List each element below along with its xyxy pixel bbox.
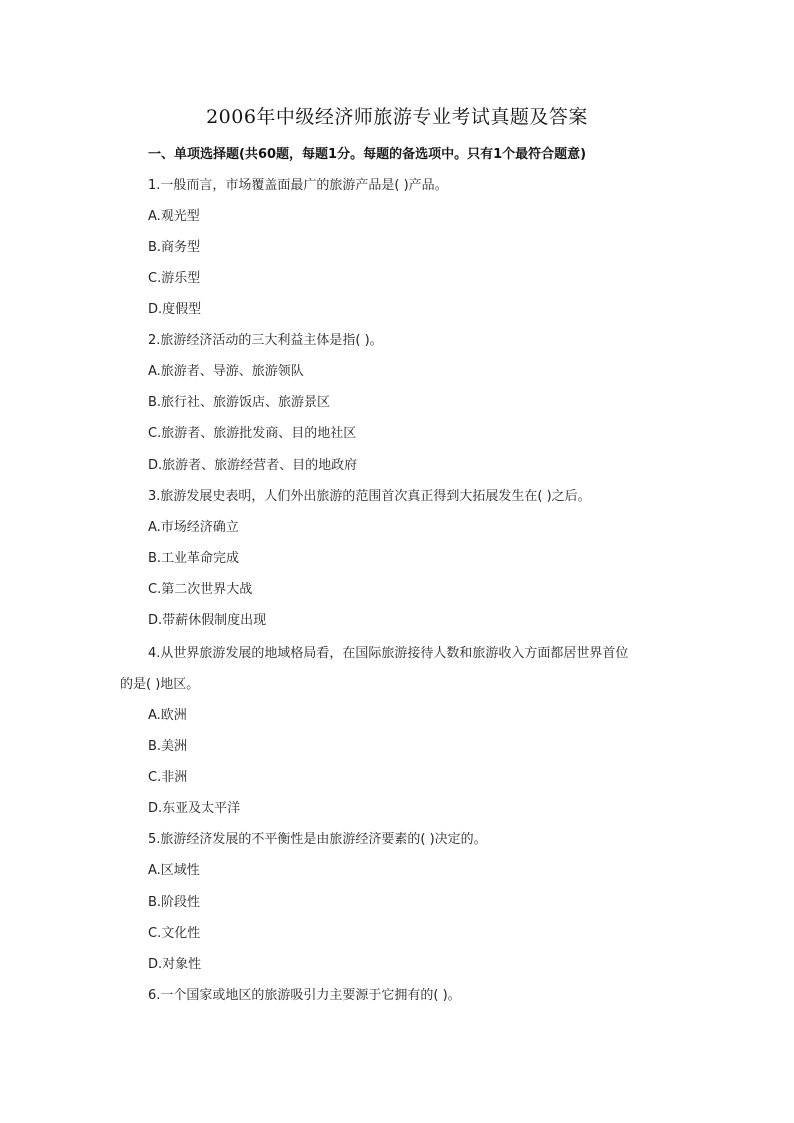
question-4-option-a: A.欧洲 [148, 708, 187, 723]
question-4-stem-continued: 的是( )地区。 [120, 677, 200, 692]
question-3-option-b: B.工业革命完成 [148, 551, 240, 566]
question-2-option-b: B.旅行社、旅游饭店、旅游景区 [148, 395, 331, 410]
question-1-stem: 1.一般而言，市场覆盖面最广的旅游产品是( )产品。 [148, 178, 448, 193]
question-5-option-c: C.文化性 [148, 926, 201, 941]
question-1-option-a: A.观光型 [148, 209, 200, 224]
question-2-stem: 2.旅游经济活动的三大利益主体是指( )。 [148, 333, 383, 348]
question-5-option-b: B.阶段性 [148, 895, 201, 910]
section-heading: 一、单项选择题(共60题，每题1分。每题的备选项中。只有1个最符合题意) [148, 147, 587, 162]
question-6-stem: 6.一个国家或地区的旅游吸引力主要源于它拥有的( )。 [148, 988, 461, 1003]
question-4-option-b: B.美洲 [148, 739, 188, 754]
question-2-option-c: C.旅游者、旅游批发商、目的地社区 [148, 426, 357, 441]
question-2-option-a: A.旅游者、导游、旅游领队 [148, 364, 304, 379]
question-4-option-c: C.非洲 [148, 770, 188, 785]
question-3-option-d: D.带薪休假制度出现 [148, 613, 267, 628]
question-5-option-d: D.对象性 [148, 957, 202, 972]
question-4-option-d: D.东亚及太平洋 [148, 801, 241, 816]
question-1-option-c: C.游乐型 [148, 271, 201, 286]
question-5-stem: 5.旅游经济发展的不平衡性是由旅游经济要素的( )决定的。 [148, 832, 487, 847]
document-title: 2006年中级经济师旅游专业考试真题及答案 [206, 106, 588, 128]
question-3-option-a: A.市场经济确立 [148, 520, 239, 535]
question-1-option-d: D.度假型 [148, 302, 202, 317]
question-3-stem: 3.旅游发展史表明，人们外出旅游的范围首次真正得到大拓展发生在( )之后。 [148, 489, 591, 504]
question-2-option-d: D.旅游者、旅游经营者、目的地政府 [148, 458, 358, 473]
question-5-option-a: A.区域性 [148, 863, 200, 878]
question-1-option-b: B.商务型 [148, 240, 201, 255]
question-4-stem: 4.从世界旅游发展的地域格局看，在国际旅游接待人数和旅游收入方面都居世界首位 [148, 646, 629, 661]
question-3-option-c: C.第二次世界大战 [148, 582, 253, 597]
